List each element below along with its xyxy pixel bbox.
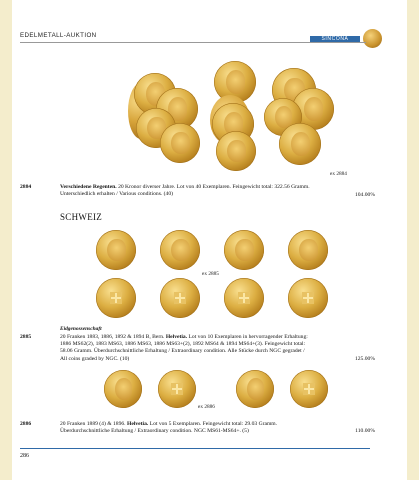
lot-title: Verschiedene Regenten. <box>60 184 117 190</box>
running-header: EDELMETALL-AUKTION <box>20 32 97 39</box>
lot-ref: ex 2885 <box>202 271 219 277</box>
section-title: SCHWEIZ <box>60 212 103 222</box>
lot-number: 2884 <box>20 184 32 190</box>
coin <box>279 123 321 165</box>
coin-reverse <box>290 370 328 408</box>
lot-title: Helvetia. <box>165 334 188 340</box>
catalog-page <box>12 0 407 480</box>
coin-obverse <box>224 230 264 270</box>
lot-description <box>60 184 360 198</box>
coin-obverse <box>160 230 200 270</box>
coin-obverse <box>288 230 328 270</box>
coin-reverse <box>96 278 136 318</box>
coin-reverse <box>288 278 328 318</box>
lot-ref: ex 2884 <box>330 171 347 177</box>
coin-obverse <box>104 370 142 408</box>
lot-text: Unterschiedlich erhalten / Various conditions. (40) <box>60 191 173 198</box>
lot-text: 20 Franken 1889 (4) & 1896. <box>60 421 126 427</box>
lot-text: 1886 MS62(2), 1883 MS63, 1886 MS63, 1886 MS63+(2), 1892 MS64 & 1894 MS64+(3). Feingewicht total: <box>60 341 306 348</box>
coin-reverse <box>224 278 264 318</box>
lot-category: Eidgenossenschaft <box>60 326 102 332</box>
lot-text: All coins graded by NGC. (10) <box>60 355 130 362</box>
coin-obverse <box>96 230 136 270</box>
lot-text: 20 Franken 1883, 1886, 1892 & 1894 B, Bern. <box>60 334 165 340</box>
lot-description <box>60 421 370 435</box>
lot-text: Lot von 5 Exemplaren. Feingewicht total: 29.03 Gramm. <box>149 421 278 427</box>
lot-number: 2885 <box>20 334 32 340</box>
lot-price: 110.00% <box>355 428 375 434</box>
coin <box>216 131 256 171</box>
lot-price: 104.00% <box>354 192 375 198</box>
header-rule <box>20 42 366 43</box>
lot-text: Überdurchschnittliche Erhaltung / Extraordinary condition. NGC MS61-MS64+. (5) <box>60 428 249 435</box>
lot-price: 125.00% <box>354 356 375 362</box>
lot-ref: ex 2886 <box>198 404 215 410</box>
lot-number: 2886 <box>20 421 32 427</box>
coin-obverse <box>236 370 274 408</box>
footer-rule <box>20 448 370 449</box>
lot-text: 58.06 Gramm. Überdurchschnittliche Erhaltung / Extraordinary condition. Alle Stücke durch NGC gegradet / <box>60 348 305 355</box>
lot-text: 20 Kronor diverser Jahre. Lot von 40 Exemplaren. Feingewicht total: 322.56 Gramm. <box>118 184 310 190</box>
brand-badge: SINCONA <box>310 36 360 43</box>
lot-2884-photo <box>94 53 372 173</box>
lot-title: Helvetia. <box>126 421 149 427</box>
coin-reverse <box>158 370 196 408</box>
logo-coin-icon <box>363 29 382 48</box>
coin <box>160 123 200 163</box>
page-number: 286 <box>20 453 29 459</box>
lot-text: Lot von 10 Exemplaren in hervorragender Erhaltung: <box>188 334 308 340</box>
lot-description <box>60 334 370 363</box>
coin-reverse <box>160 278 200 318</box>
